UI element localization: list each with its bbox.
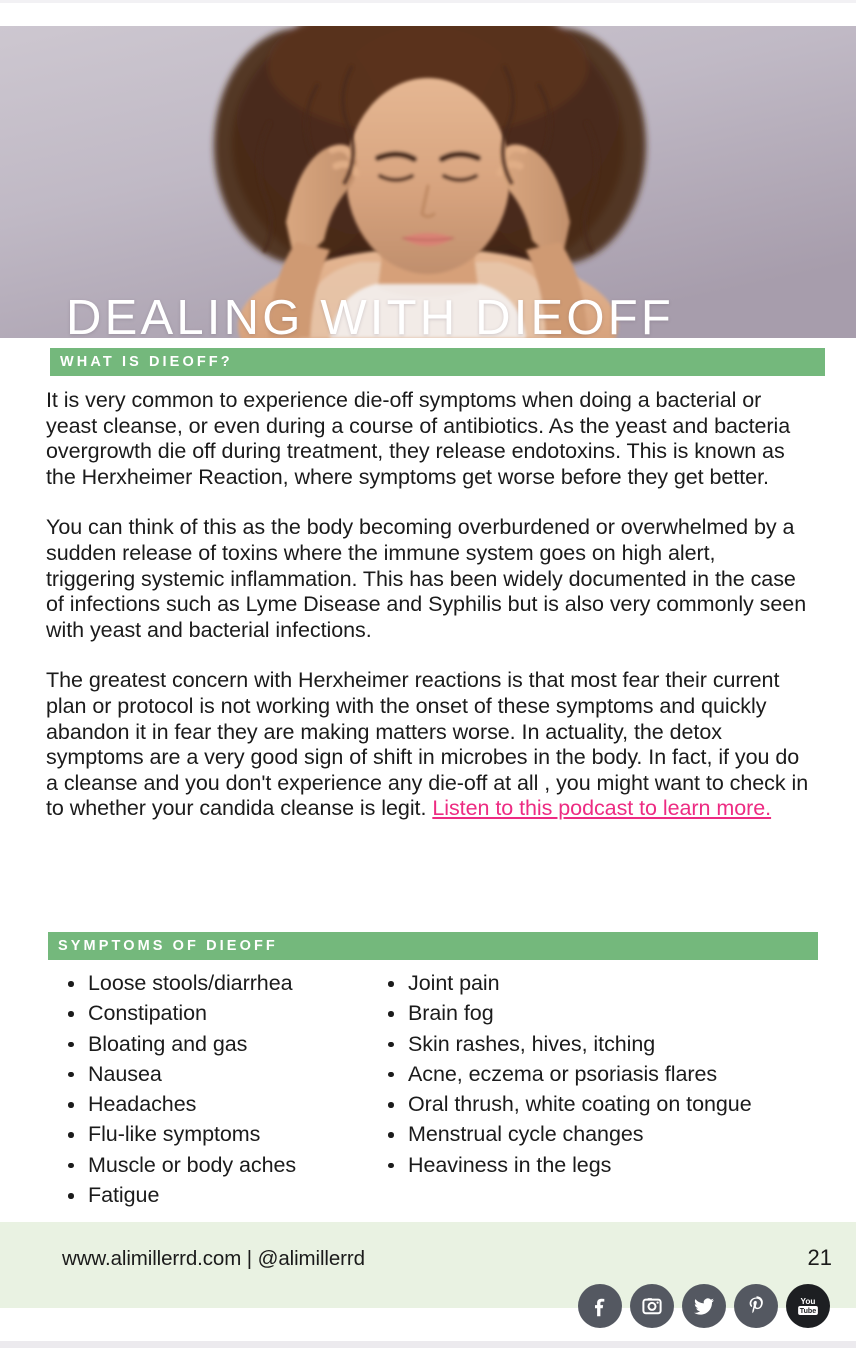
article-body [46,388,810,822]
page-title: DEALING WITH DIEOFF [66,291,674,338]
list-item: Loose stools/diarrhea [88,968,366,998]
symptoms-column-right [366,968,786,1210]
symptoms-list-left [46,968,366,1210]
paragraph-1: It is very common to experience die-off symptoms when doing a bacterial or yeast cleanse, or even during a course of antibiotics. As the yeast and bacteria overgrowth die off during treatment, they release endotoxins. This is known as the Herxheimer Reaction, where symptoms get worse before they get better. [46,388,791,489]
svg-text:Tube: Tube [799,1307,817,1316]
symptoms-columns [46,968,826,1210]
section-bar-what-is-dieoff [50,348,825,376]
list-item: Skin rashes, hives, itching [408,1029,786,1059]
page-bottom-edge [0,1341,856,1348]
youtube-icon[interactable] [786,1284,830,1328]
podcast-link[interactable]: Listen to this podcast to learn more. [432,796,772,821]
symptoms-list-right [366,968,786,1180]
list-item: Menstrual cycle changes [408,1119,786,1149]
svg-text:You: You [800,1296,816,1306]
symptoms-column-left [46,968,366,1210]
list-item: Brain fog [408,998,786,1028]
list-item: Headaches [88,1089,366,1119]
page-number: 21 [807,1245,832,1270]
section-bar-symptoms-of-dieoff [48,932,818,960]
list-item: Nausea [88,1059,366,1089]
pinterest-icon[interactable] [734,1284,778,1328]
paragraph-3-text: The greatest concern with Herxheimer reactions is that most fear their current plan or protocol is not working with the onset of these symptoms and quickly abandon it in fear they are making matters worse. In actuality, the detox symptoms are a very good sign of shift in microbes in the body. In fact, if you do a cleanse and you don't experience any die-off at all , you might want to check in to whether your candida cleanse is legit. [46,668,809,821]
list-item: Oral thrush, white coating on tongue [408,1089,786,1119]
twitter-icon[interactable] [682,1284,726,1328]
section-bar-symptoms-label: SYMPTOMS OF DIEOFF [58,938,278,954]
list-item: Flu-like symptoms [88,1119,366,1149]
page-top-edge [0,0,856,3]
list-item: Constipation [88,998,366,1028]
hero-banner [0,26,856,338]
paragraph-3 [46,668,810,822]
list-item: Heaviness in the legs [408,1150,786,1180]
paragraph-2: You can think of this as the body becoming overburdened or overwhelmed by a sudden release of toxins where the immune system goes on high alert, triggering systemic inflammation. This has been widely documented in the case of infections such as Lyme Disease and Syphilis but is also very commonly seen with yeast and bacterial infections. [46,515,807,642]
facebook-icon[interactable] [578,1284,622,1328]
instagram-icon[interactable] [630,1284,674,1328]
footer-website-handle: www.alimillerrd.com | @alimillerrd [62,1247,365,1270]
list-item: Fatigue [88,1180,366,1210]
list-item: Muscle or body aches [88,1150,366,1180]
social-links [578,1284,830,1328]
section-bar-what-is-dieoff-label: WHAT IS DIEOFF? [60,354,233,370]
list-item: Joint pain [408,968,786,998]
list-item: Acne, eczema or psoriasis flares [408,1059,786,1089]
list-item: Bloating and gas [88,1029,366,1059]
